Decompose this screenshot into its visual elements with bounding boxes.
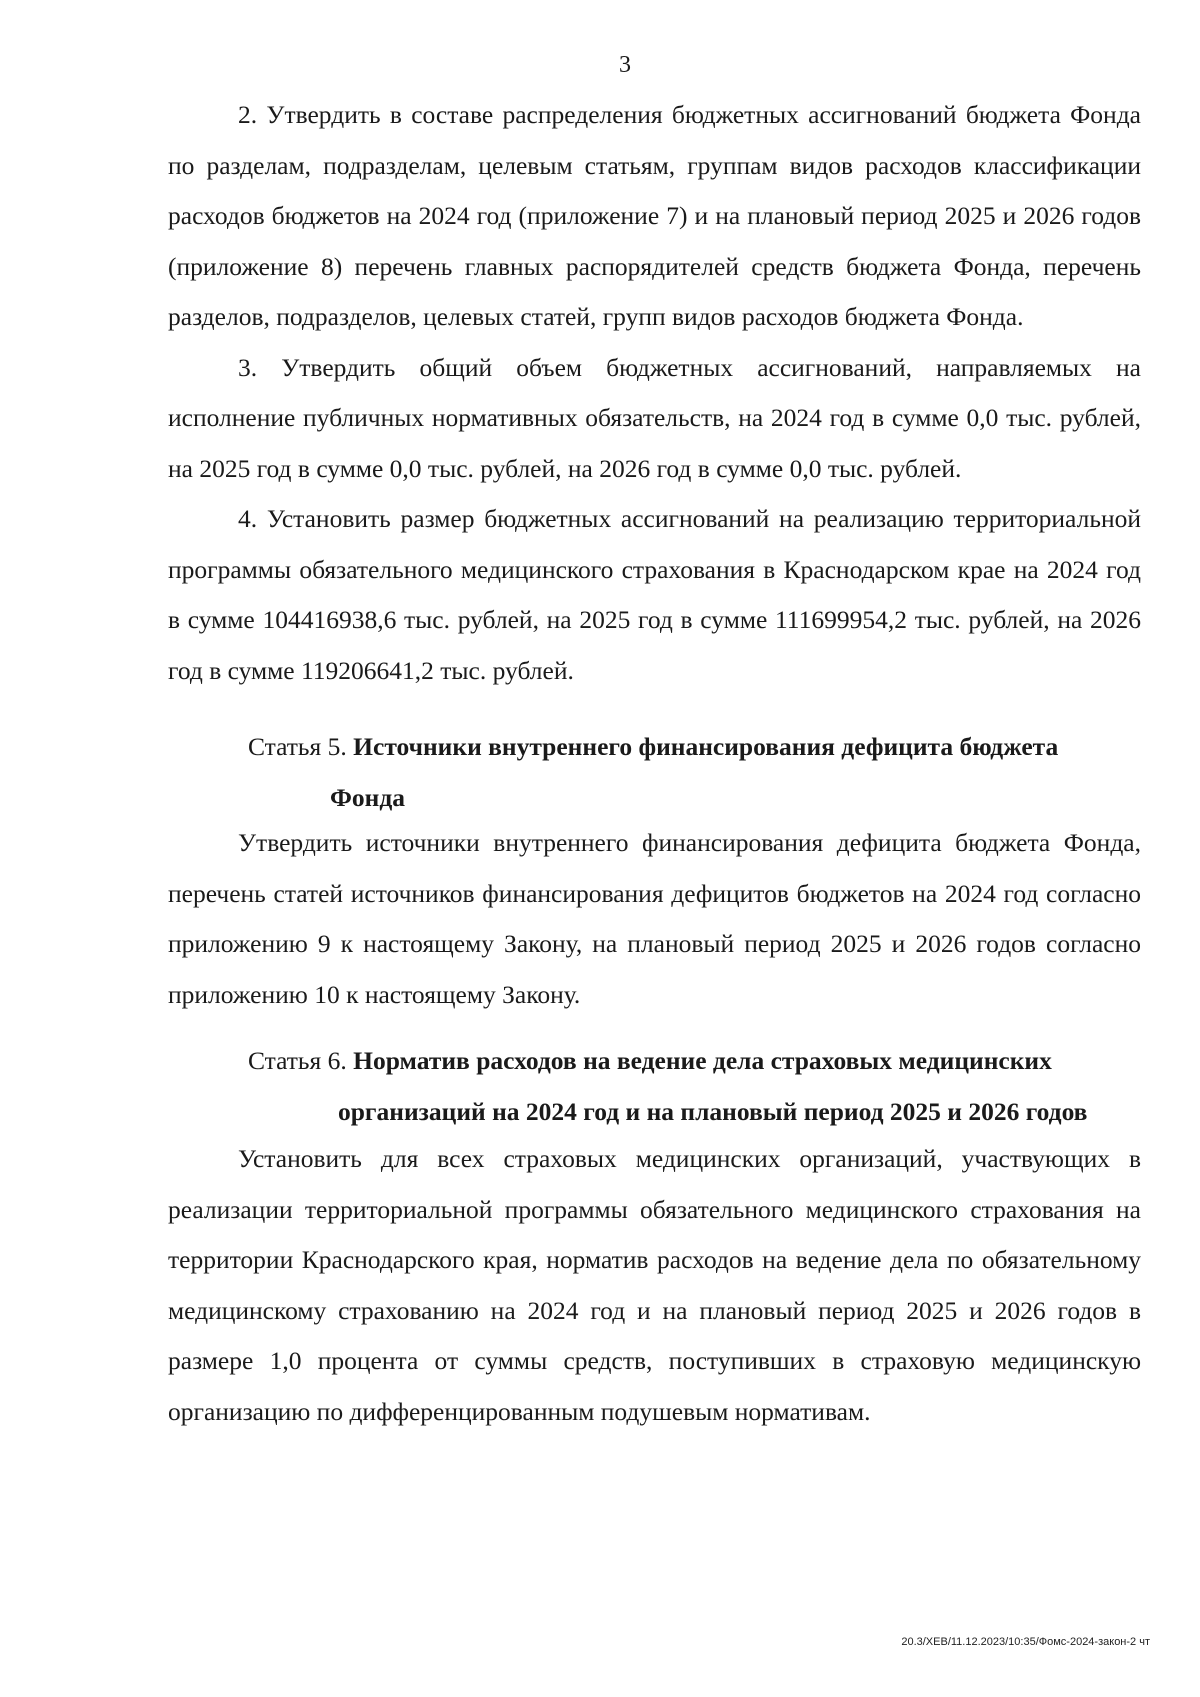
article-5-body-section (168, 818, 1141, 1020)
article-5-title-continued: Фонда (330, 782, 405, 812)
article-5-label: Статья 5. (248, 732, 347, 761)
document-footer-code: 20.3/ХЕВ/11.12.2023/10:35/Фомс-2024-закон-2 чт (901, 1636, 1150, 1648)
item-3-paragraph: 3. Утвердить общий объем бюджетных ассигнований, направляемых на исполнение публичных нормативных обязательств, на 2024 год в сумме 0,0 тыс. рублей, на 2025 год в сумме 0,0 тыс. рублей, на 2026 год в сумме 0,0 тыс. рублей. (168, 352, 1141, 483)
article-5-body: Утвердить источники внутреннего финансирования дефицита бюджета Фонда, перечень статей источников финансирования дефицитов бюджетов на 2024 год согласно приложению 9 к настоящему Закону, на плановый период 2025 и 2026 годов согласно приложению 10 к настоящему Закону. (168, 828, 1141, 1009)
item-4-paragraph: 4. Установить размер бюджетных ассигнований на реализацию территориальной программы обязательного медицинского страхования в Краснодарском крае на 2024 год в сумме 104416938,6 тыс. рублей, на 2025 год в сумме 111699954,2 тыс. рублей, на 2026 год в сумме 119206641,2 тыс. рублей. (168, 504, 1141, 685)
page-number: 3 (619, 52, 631, 78)
article-6-title: Норматив расходов на ведение дела страховых медицинских (353, 1046, 1052, 1075)
items-section (168, 90, 1141, 696)
article-6-heading (168, 1036, 1141, 1137)
article-6-title-continued: организаций на 2024 год и на плановый период 2025 и 2026 годов (338, 1096, 1088, 1126)
article-6-body-section (168, 1134, 1141, 1437)
article-5-heading (168, 722, 1141, 823)
article-6-label: Статья 6. (248, 1046, 347, 1075)
article-6-body: Установить для всех страховых медицинских организаций, участвующих в реализации территориальной программы обязательного медицинского страхования на территории Краснодарского края, норматив расходов на ведение дела по обязательному медицинскому страхованию на 2024 год и на плановый период 2025 и 2026 годов в размере 1,0 процента от суммы средств, поступивших в страховую медицинскую организацию по дифференцированным подушевым нормативам. (168, 1144, 1141, 1426)
item-2-paragraph: 2. Утвердить в составе распределения бюджетных ассигнований бюджета Фонда по разделам, подразделам, целевым статьям, группам видов расходов классификации расходов бюджетов на 2024 год (приложение 7) и на плановый период 2025 и 2026 годов (приложение 8) перечень главных распорядителей средств бюджета Фонда, перечень разделов, подразделов, целевых статей, групп видов расходов бюджета Фонда. (168, 100, 1141, 331)
article-5-title: Источники внутреннего финансирования дефицита бюджета (353, 732, 1059, 761)
